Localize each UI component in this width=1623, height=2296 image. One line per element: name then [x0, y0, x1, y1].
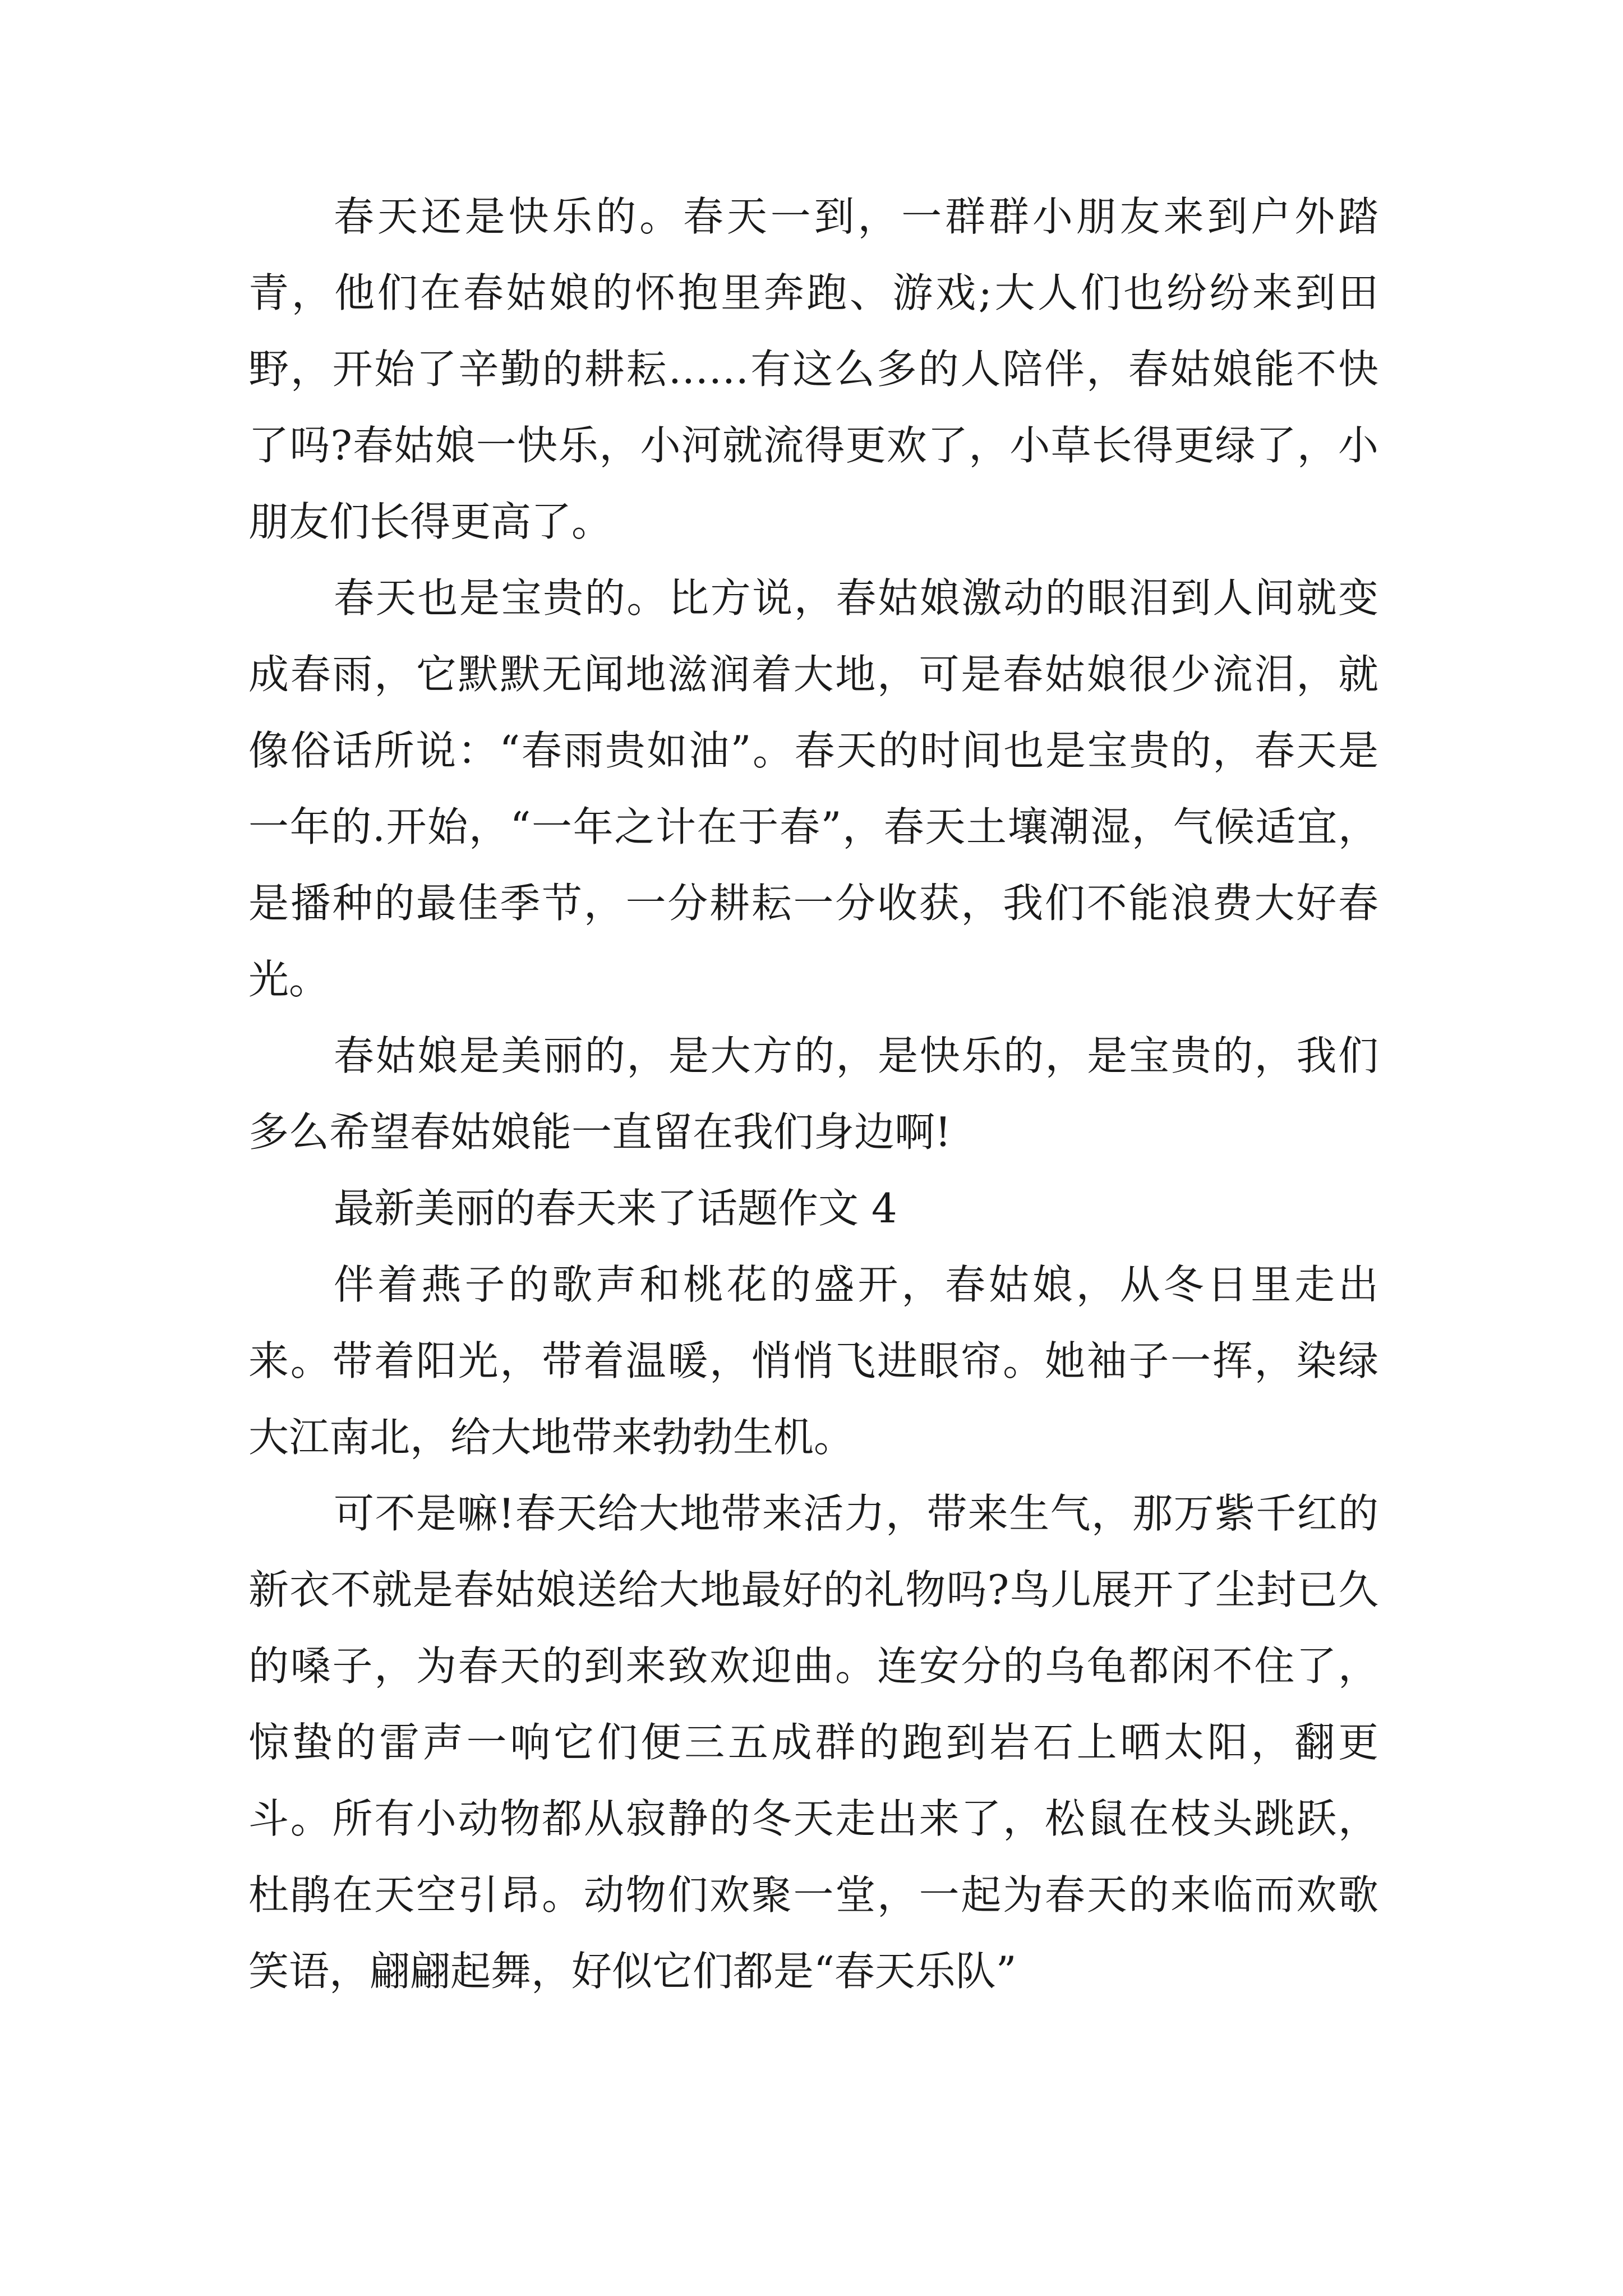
paragraph: 春天也是宝贵的。比方说，春姑娘激动的眼泪到人间就变成春雨，它默默无闻地滋润着大地，可是春姑娘很少流泪，就像俗话所说：“春雨贵如油”。春天的时间也是宝贵的，春天是一年的.开始，“一年之计在于春”，春天土壤潮湿，气候适宜，是播种的最佳季节，一分耕耘一分收获，我们不能浪费大好春光。	[248, 574, 1378, 1003]
section-title: 最新美丽的春天来了话题作文 4	[334, 1185, 897, 1232]
paragraph: 春天还是快乐的。春天一到，一群群小朋友来到户外踏青，他们在春姑娘的怀抱里奔跑、游戏;大人们也纷纷来到田野，开始了辛勤的耕耘……有这么多的人陪伴，春姑娘能不快了吗?春姑娘一快乐，小河就流得更欢了，小草长得更绿了，小朋友们长得更高了。	[248, 193, 1378, 545]
paragraph: 伴着燕子的歌声和桃花的盛开，春姑娘，从冬日里走出来。带着阳光，带着温暖，悄悄飞进眼帘。她袖子一挥，染绿大江南北，给大地带来勃勃生机。	[248, 1261, 1378, 1461]
paragraph: 春姑娘是美丽的，是大方的，是快乐的，是宝贵的，我们多么希望春姑娘能一直留在我们身边啊!	[248, 1032, 1378, 1156]
document-body	[248, 178, 1378, 2009]
paragraph: 可不是嘛!春天给大地带来活力，带来生气，那万紫千红的新衣不就是春姑娘送给大地最好的礼物吗?鸟儿展开了尘封已久的嗓子，为春天的到来致欢迎曲。连安分的乌龟都闲不住了，惊蛰的雷声一响它们便三五成群的跑到岩石上晒太阳，翻更斗。所有小动物都从寂静的冬天走出来了，松鼠在枝头跳跃，杜鹃在天空引昂。动物们欢聚一堂，一起为春天的来临而欢歌笑语，翩翩起舞，好似它们都是“春天乐队”	[248, 1490, 1378, 1995]
